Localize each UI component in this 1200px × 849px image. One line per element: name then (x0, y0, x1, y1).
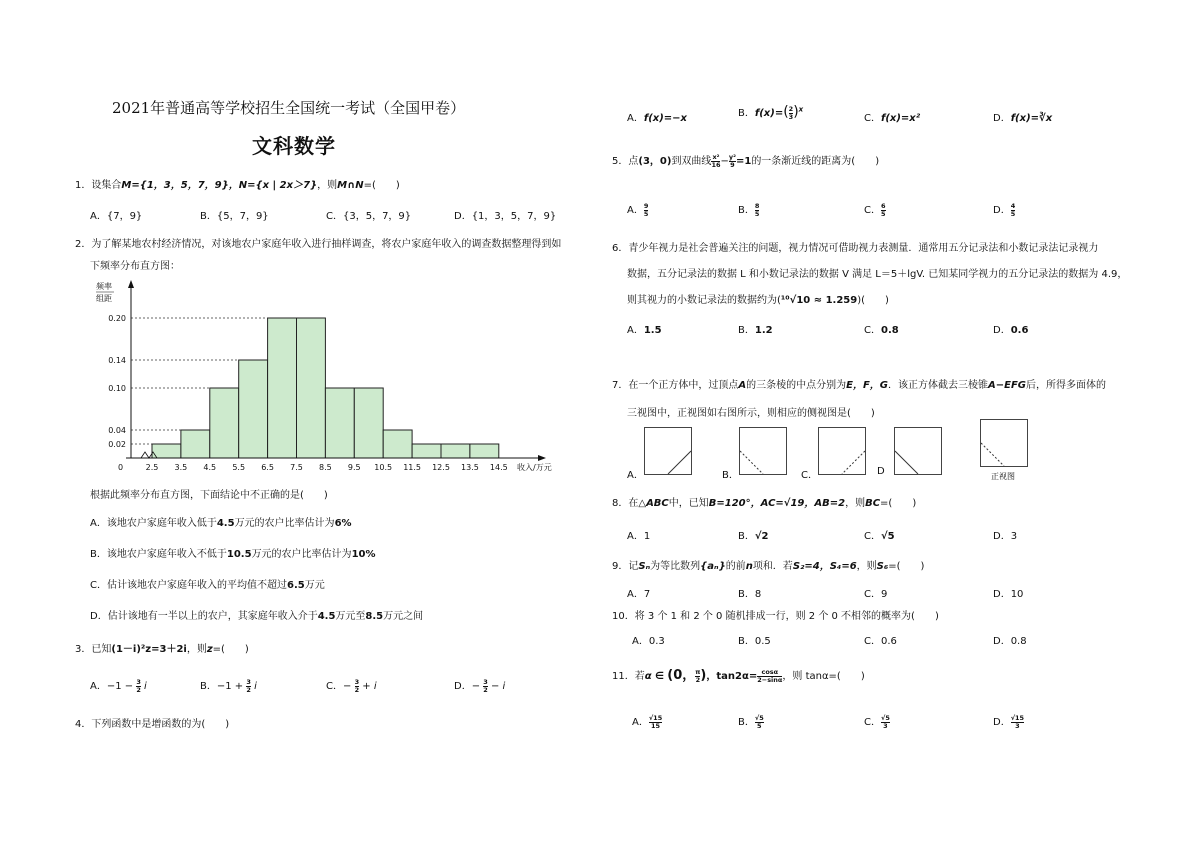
y-tick-label: 0.04 (108, 426, 126, 435)
front-view-label: 正视图 (991, 472, 1015, 481)
histogram-bar (325, 388, 354, 458)
front-view-drawing (981, 420, 1027, 466)
question-8-option-a: A．1 (627, 531, 651, 542)
histogram-bar (441, 444, 470, 458)
side-view-b-drawing (740, 428, 786, 474)
x-tick-label: 2.5 (145, 463, 159, 472)
histogram-bar (181, 430, 210, 458)
question-6-stem-line1: 6．青少年视力是社会普遍关注的问题，视力情况可借助视力表测量．通常用五分记录法和小数记录法记录视力 (612, 243, 1099, 254)
x-tick-label: 13.5 (460, 463, 479, 472)
question-2-stem-line1: 2．为了解某地农村经济情况，对该地农户家庭年收入进行抽样调查，将农户家庭年收入的调查数据整理得到如 (75, 239, 562, 250)
question-9-option-b: B．8 (738, 589, 762, 600)
side-view-d-drawing (895, 428, 941, 474)
histogram-bar (239, 360, 268, 458)
question-3-option-d: D．− $\frac{3}{2}$ − i (454, 677, 506, 694)
question-1-option-c: C．{3，5，7，9} (326, 211, 412, 222)
y-axis-label-top: 频率 (96, 282, 112, 291)
x-axis-label: 收入/万元 (517, 463, 552, 472)
question-10-option-b: B．0.5 (738, 636, 771, 647)
y-tick-label: 0.02 (108, 440, 126, 449)
x-tick-label: 3.5 (174, 463, 188, 472)
question-1-option-d: D．{1，3，5，7，9} (454, 211, 557, 222)
question-10-option-d: D．0.8 (993, 636, 1027, 647)
exam-title: 2021年普通高等学校招生全国统一考试（全国甲卷） (112, 99, 466, 117)
question-10-option-c: C．0.6 (864, 636, 897, 647)
x-tick-label: 14.5 (489, 463, 508, 472)
y-axis-label-bottom: 组距 (96, 294, 112, 303)
question-4-stem: 4．下列函数中是增函数的为( ) (75, 719, 230, 730)
x-tick-label: 10.5 (374, 463, 393, 472)
histogram-bar (210, 388, 239, 458)
question-4-option-c: C．f(x)=x² (864, 113, 921, 124)
question-9-stem: 9．记Sₙ为等比数列{aₙ}的前n项和．若S₂=4，S₄=6，则S₆=( ) (612, 561, 925, 572)
histogram-bar (152, 444, 181, 458)
question-7-option-b-label: B． (722, 470, 739, 481)
x-tick-label: 12.5 (432, 463, 450, 472)
frequency-histogram (80, 276, 580, 476)
question-10-stem: 10．将 3 个 1 和 2 个 0 随机排成一行，则 2 个 0 不相邻的概率为( ) (612, 611, 939, 622)
y-axis-arrow (128, 280, 134, 288)
question-1-stem: 1．设集合M={1，3，5，7，9}，N={x | 2x＞7}，则M∩N=( ) (75, 180, 400, 191)
question-3-stem: 3．已知(1－i)²z=3＋2i，则z=( ) (75, 644, 249, 655)
question-3-option-b: B．−1 + $\frac{3}{2}$ i (200, 677, 257, 694)
question-11-option-b: B． $\frac{√5}{5}$ (738, 713, 764, 730)
question-2-option-d: D．估计该地有一半以上的农户，其家庭年收入介于4.5万元至8.5万元之间 (90, 611, 424, 622)
question-5-option-b: B． $\frac{8}{5}$ (738, 201, 760, 218)
x-tick-label: 9.5 (347, 463, 361, 472)
question-6-stem-line2: 数据，五分记录法的数据 L 和小数记录法的数据 V 满足 L＝5＋lgV. 已知某同学视力的五分记录法的数据为 4.9， (627, 269, 1128, 280)
question-8-option-d: D．3 (993, 531, 1018, 542)
question-9-option-a: A．7 (627, 589, 651, 600)
question-10-option-a: A．0.3 (632, 636, 665, 647)
x-tick-label: 5.5 (232, 463, 246, 472)
question-7-option-c-view (818, 427, 866, 475)
question-8-option-c: C．√5 (864, 531, 895, 542)
question-7-stem-line2: 三视图中，正视图如右图所示，则相应的侧视图是( ) (627, 408, 875, 419)
x-tick-label: 11.5 (403, 463, 422, 472)
question-5-option-a: A． $\frac{9}{5}$ (627, 201, 649, 218)
histogram-bar (412, 444, 441, 458)
question-7-option-a-view (644, 427, 692, 475)
question-5-option-c: C． $\frac{6}{5}$ (864, 201, 886, 218)
histogram-bar (297, 318, 326, 458)
question-6-stem-line3: 则其视力的小数记录法的数据约为(¹⁰√10 ≈ 1.259)( ) (627, 295, 889, 306)
question-11-option-a: A． $\frac{√15}{15}$ (632, 713, 663, 730)
question-8-stem: 8．在△ABC中，已知B=120°，AC=√19，AB=2，则BC=( ) (612, 498, 917, 509)
question-2-option-c: C．估计该地农户家庭年收入的平均值不超过6.5万元 (90, 580, 325, 591)
question-3-option-a: A．−1 − $\frac{3}{2}$ i (90, 677, 147, 694)
question-6-option-c: C．0.8 (864, 325, 899, 336)
x-axis-arrow (538, 455, 546, 461)
question-4-option-b: B．f(x)=( $\frac{2}{3}$ )$^x$ (738, 104, 804, 121)
question-6-option-a: A．1.5 (627, 325, 662, 336)
question-7-option-a-label: A． (627, 470, 644, 481)
question-5-option-d: D． $\frac{4}{5}$ (993, 201, 1016, 218)
question-2-stem-line2: 下频率分布直方图： (90, 261, 180, 272)
question-11-stem: 11．若α ∈ (0， $\frac{\pi}{2}$ )，tan2α= $\frac{\cos\alpha}{2-\sin\alpha}$ ，则 tanα=( ) (612, 667, 865, 684)
question-3-option-c: C．− $\frac{3}{2}$ + i (326, 677, 377, 694)
side-view-a-drawing (645, 428, 691, 474)
question-6-option-b: B．1.2 (738, 325, 773, 336)
question-1-option-b: B．{5，7，9} (200, 211, 269, 222)
histogram-bar (354, 388, 383, 458)
question-7-option-b-view (739, 427, 787, 475)
question-2-prompt: 根据此频率分布直方图，下面结论中不正确的是( ) (90, 490, 328, 501)
x-tick-label: 4.5 (203, 463, 217, 472)
question-2-option-b: B．该地农户家庭年收入不低于10.5万元的农户比率估计为10% (90, 549, 376, 560)
question-7-option-c-label: C． (801, 470, 818, 481)
x-tick-label: 7.5 (290, 463, 303, 472)
question-11-option-d: D． $\frac{√15}{3}$ (993, 713, 1025, 730)
y-tick-label: 0.20 (108, 314, 126, 323)
question-7-option-d-view (894, 427, 942, 475)
y-tick-label: 0.14 (108, 356, 126, 365)
question-4-option-a: A．f(x)=−x (627, 113, 687, 124)
y-tick-label: 0.10 (108, 384, 126, 393)
question-9-option-d: D．10 (993, 589, 1024, 600)
question-1-option-a: A．{7，9} (90, 211, 143, 222)
question-11-option-c: C． $\frac{√5}{3}$ (864, 713, 890, 730)
x-tick-label: 8.5 (319, 463, 332, 472)
histogram-bar (383, 430, 412, 458)
question-6-option-d: D．0.6 (993, 325, 1029, 336)
question-7-option-d-label: D (877, 466, 885, 477)
question-7-stem-line1: 7．在一个正方体中，过顶点A的三条棱的中点分别为E，F，G．该正方体截去三棱锥A−EFG后，所得多面体的 (612, 380, 1106, 391)
side-view-c-drawing (819, 428, 865, 474)
exam-subtitle: 文科数学 (252, 134, 336, 158)
question-9-option-c: C．9 (864, 589, 888, 600)
histogram-bar (268, 318, 297, 458)
histogram-bar (470, 444, 499, 458)
question-5-stem: 5．点(3，0)到双曲线 $\frac{\text{x²}}{16}$ − $\frac{\text{y²}}{9}$ =1的一条渐近线的距离为( ) (612, 152, 880, 169)
question-4-option-d: D．f(x)=∛x (993, 113, 1053, 124)
front-view (980, 419, 1028, 467)
x-tick-label: 6.5 (261, 463, 274, 472)
question-2-option-a: A．该地农户家庭年收入低于4.5万元的农户比率估计为6% (90, 518, 352, 529)
origin-label: 0 (118, 463, 124, 472)
question-8-option-b: B．√2 (738, 531, 769, 542)
